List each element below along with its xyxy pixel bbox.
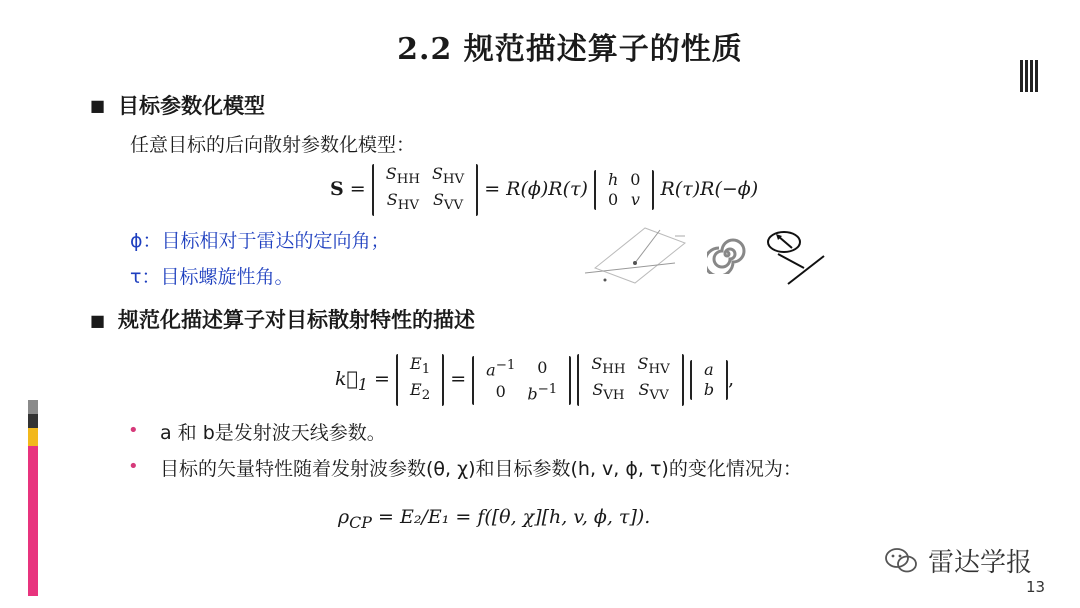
- left-bar-yellow: [28, 428, 38, 446]
- section1-intro: 任意目标的后向散射参数化模型：: [130, 134, 416, 156]
- bullet-vector-change: 目标的矢量特性随着发射波参数(θ, χ)和目标参数(h, v, ϕ, τ)的变化情况为：: [160, 458, 802, 480]
- eq-rho-rhs: = E₂/E₁ = f([θ, χ][h, v, ϕ, τ]).: [377, 506, 651, 528]
- left-bar-pink: [28, 446, 38, 596]
- section2-heading: 规范化描述算子对目标散射特性的描述: [118, 308, 475, 332]
- matrix-S: $S_{HH}$ $S_{HV}$ $S_{HV}$ $S_{VV}$: [372, 164, 478, 216]
- eq-rotation-right: R(τ)R(−ϕ): [660, 178, 759, 201]
- left-bar-gray: [28, 400, 38, 414]
- page-number: 13: [1026, 578, 1046, 596]
- left-bar-dark: [28, 414, 38, 428]
- eq-k-symbol: $k_1$: [335, 368, 368, 394]
- matrix-S2: $S_{HH}$ $S_{HV}$ $S_{VH}$ $S_{VV}$: [577, 354, 683, 406]
- bullet-dot-icon: •: [128, 456, 139, 477]
- decorative-bars-icon: [1020, 60, 1040, 92]
- equation-scattering-model: S = $S_{HH}$ $S_{HV}$ $S_{HV}$ $S_{VV}$ = R(ϕ)R(τ) h 0 0 v R(τ)R(−ϕ): [330, 164, 758, 216]
- geometry-diagram-icon: [575, 218, 695, 290]
- bullet-dot-icon: •: [128, 420, 139, 441]
- spiral-icon: [707, 234, 747, 274]
- section1-heading: 目标参数化模型: [118, 94, 265, 118]
- vector-ab: a b: [690, 360, 728, 400]
- watermark-text: 雷达学报: [928, 548, 1033, 578]
- slide-title: 2.2 规范描述算子的性质: [397, 32, 743, 67]
- matrix-hv: h 0 0 v: [594, 170, 655, 210]
- square-bullet-icon: ■: [90, 311, 106, 330]
- equation-k-vector: $k_1$ = $E_1$ $E_2$ = $a^{-1}$ 0 0 $b^{-1}$ $S_{HH}$ $S_{HV}$ $S_{VH}$ $S_{VV}$ a b ,: [335, 354, 734, 406]
- matrix-ab: $a^{-1}$ 0 0 $b^{-1}$: [472, 356, 571, 405]
- vector-E: $E_1$ $E_2$: [396, 354, 444, 406]
- phi-description: ϕ：目标相对于雷达的定向角；: [130, 230, 390, 252]
- equation-rho-cp: $\rho_{CP} = E_2/E_1 = f([\theta$, χ][h, v, ϕ, τ]).: [338, 506, 651, 532]
- bullet-antenna-params: a 和 b是发射波天线参数。: [160, 422, 386, 444]
- eq-S-symbol: S: [330, 178, 344, 201]
- eq-rotation-left: = R(ϕ)R(τ): [484, 178, 588, 201]
- wechat-icon: [884, 546, 920, 576]
- orientation-angle-icon: [760, 228, 830, 288]
- tau-description: τ：目标螺旋性角。: [130, 266, 294, 288]
- square-bullet-icon: ■: [90, 96, 106, 115]
